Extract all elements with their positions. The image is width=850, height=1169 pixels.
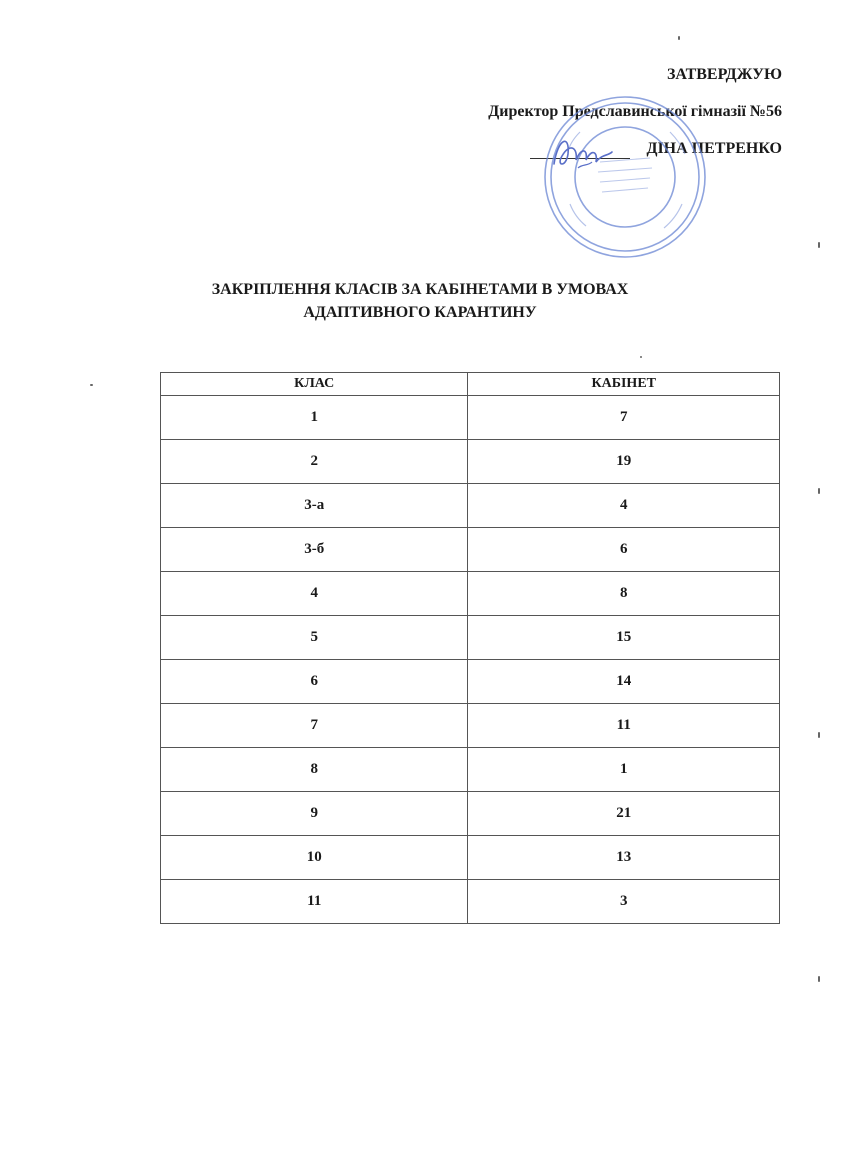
room-cell: 7 — [468, 396, 780, 440]
room-cell: 15 — [468, 616, 780, 660]
document-title-line1: ЗАКРІПЛЕННЯ КЛАСІВ ЗА КАБІНЕТАМИ В УМОВАХ — [211, 281, 629, 298]
table-row — [161, 792, 780, 836]
class-cell: 7 — [161, 704, 468, 748]
table-row — [161, 748, 780, 792]
table-row — [161, 660, 780, 704]
table-header-row — [161, 373, 780, 396]
table-row — [161, 528, 780, 572]
class-cell: 3-а — [161, 484, 468, 528]
scan-speck — [818, 488, 820, 494]
room-cell: 3 — [468, 880, 780, 924]
table-row — [161, 616, 780, 660]
table-row — [161, 484, 780, 528]
class-cell: 10 — [161, 836, 468, 880]
scan-speck — [818, 732, 820, 738]
document-title-line2: АДАПТИВНОГО КАРАНТИНУ — [303, 304, 537, 321]
class-room-table — [160, 372, 780, 924]
approval-title: ЗАТВЕРДЖУЮ — [666, 66, 782, 83]
class-cell: 5 — [161, 616, 468, 660]
scan-speck — [90, 384, 93, 386]
class-cell: 6 — [161, 660, 468, 704]
class-cell: 4 — [161, 572, 468, 616]
class-cell: 2 — [161, 440, 468, 484]
header-room: КАБІНЕТ — [468, 373, 780, 396]
table-row — [161, 880, 780, 924]
header-class: КЛАС — [161, 373, 468, 396]
room-cell: 6 — [468, 528, 780, 572]
scan-speck — [640, 356, 642, 358]
scan-speck — [818, 976, 820, 982]
class-cell: 9 — [161, 792, 468, 836]
table-row — [161, 440, 780, 484]
room-cell: 19 — [468, 440, 780, 484]
class-cell: 1 — [161, 396, 468, 440]
table-row — [161, 572, 780, 616]
room-cell: 4 — [468, 484, 780, 528]
room-cell: 1 — [468, 748, 780, 792]
class-cell: 3-б — [161, 528, 468, 572]
table-row — [161, 704, 780, 748]
scan-speck — [818, 242, 820, 248]
room-cell: 14 — [468, 660, 780, 704]
class-cell: 8 — [161, 748, 468, 792]
approval-name: ДІНА ПЕТРЕНКО — [646, 140, 782, 157]
room-cell: 8 — [468, 572, 780, 616]
handwritten-signature-icon — [548, 128, 618, 178]
table-row — [161, 396, 780, 440]
room-cell: 13 — [468, 836, 780, 880]
scan-speck — [678, 36, 680, 40]
class-cell: 11 — [161, 880, 468, 924]
room-cell: 11 — [468, 704, 780, 748]
document-title — [150, 278, 690, 324]
room-cell: 21 — [468, 792, 780, 836]
table-row — [161, 836, 780, 880]
approval-director: Директор Предславинської гімназії №56 — [488, 103, 782, 120]
